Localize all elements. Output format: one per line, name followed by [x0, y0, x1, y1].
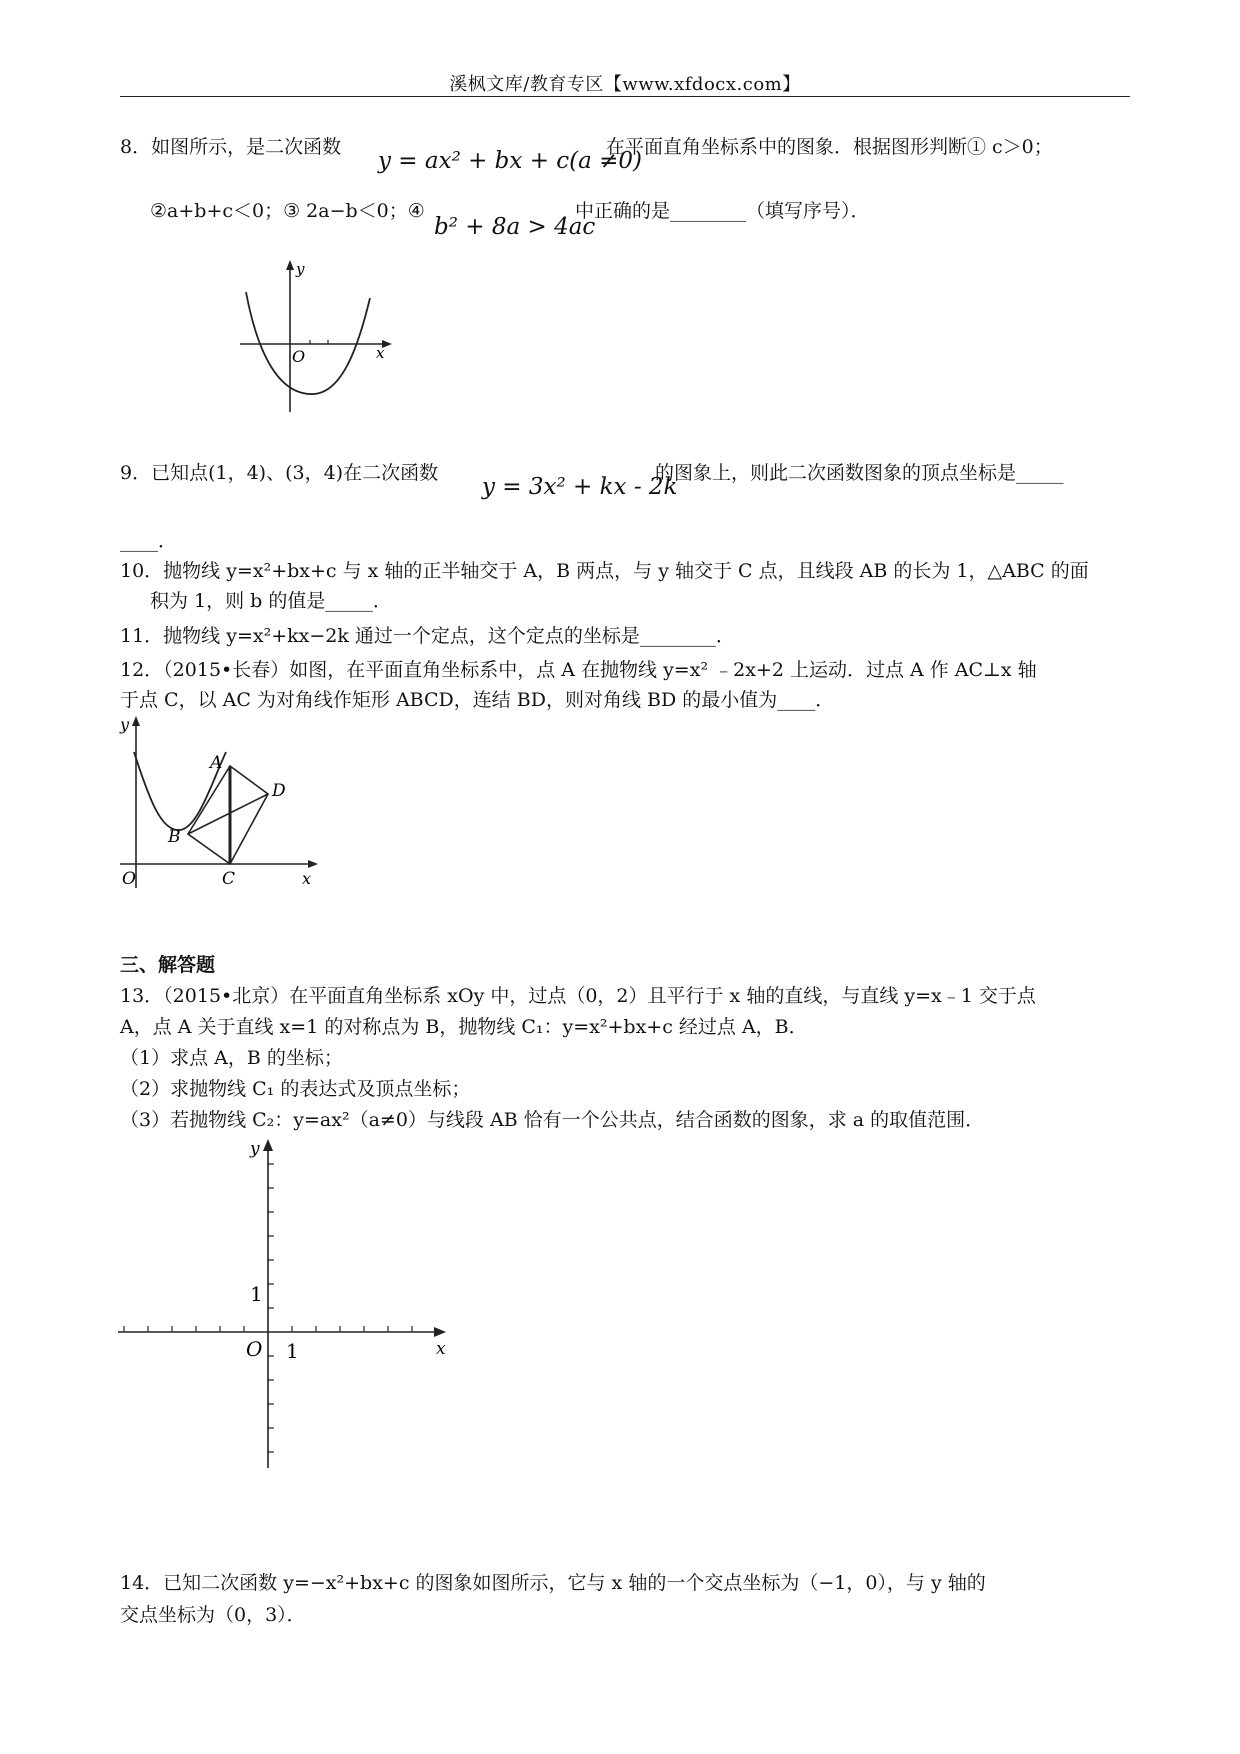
q8-line2-suffix: 中正确的是________（填写序号）． [575, 200, 870, 222]
q12-x-label: x [302, 869, 312, 888]
q13-y-label: y [250, 1139, 260, 1159]
q10-line1: 10．抛物线 y=x²+bx+c 与 x 轴的正半轴交于 A，B 两点，与 y 轴交于 C 点，且线段 AB 的长为 1，△ABC 的面 [120, 560, 1089, 582]
q9-line1-prefix: 9．已知点(1，4)、(3，4)在二次函数 [120, 462, 439, 484]
page-header: 溪枫文库/教育专区【www.xfdocx.com】 [449, 74, 801, 95]
q12-origin-label: O [122, 869, 136, 889]
q8-line1-suffix: 在平面直角坐标系中的图象．根据图形判断① c＞0； [606, 136, 1053, 158]
q13-tick-label-y1: 1 [250, 1282, 263, 1306]
q12-line1: 12．（2015•长春）如图，在平面直角坐标系中，点 A 在抛物线 y=x² ﹣2x+2 上运动．过点 A 作 AC⊥x 轴 [120, 659, 1037, 681]
q13-y-arrow [263, 1139, 273, 1151]
q13-y-ticks [268, 1164, 274, 1452]
section-title: 三、解答题 [120, 954, 216, 976]
q8-line2-prefix: ②a+b+c＜0；③ 2a−b＜0；④ [150, 200, 425, 222]
q13-x-label: x [436, 1339, 446, 1359]
q13-line1: 13．（2015•北京）在平面直角坐标系 xOy 中，过点（0，2）且平行于 x 轴的直线，与直线 y=x﹣1 交于点 [120, 985, 1036, 1007]
q8-line1-prefix: 8．如图所示，是二次函数 [120, 136, 342, 158]
header-rule [120, 96, 1130, 97]
q8-formula: y = ax² + bx + c(a ≠0) [378, 148, 643, 174]
q12-x-arrow [308, 860, 318, 868]
q8-y-label: y [296, 260, 305, 278]
q8-x-label: x [376, 344, 385, 362]
q8-parabola-curve [246, 292, 370, 394]
q12-label-b: B [168, 827, 181, 847]
q12-rectangle-abcd [188, 766, 268, 864]
q12-y-arrow [132, 716, 140, 726]
q14-line1: 14．已知二次函数 y=−x²+bx+c 的图象如图所示，它与 x 轴的一个交点坐标为（−1，0），与 y 轴的 [120, 1572, 986, 1594]
q13-x-arrow [434, 1327, 446, 1337]
q8-y-arrow [286, 260, 294, 270]
q12-label-d: D [272, 781, 286, 801]
q13-part3: （3）若抛物线 C₂：y=ax²（a≠0）与线段 AB 恰有一个公共点，结合函数的图象，求 a 的取值范围． [120, 1109, 985, 1131]
q12-line2: 于点 C，以 AC 为对角线作矩形 ABCD，连结 BD，则对角线 BD 的最小值为____． [120, 689, 835, 711]
q12-y-label: y [120, 715, 130, 734]
q8-parabola-figure [230, 256, 400, 416]
q8-origin-label: O [292, 347, 306, 366]
q12-label-c: C [222, 869, 236, 889]
q13-grid-figure [116, 1136, 456, 1472]
q13-origin-label: O [246, 1337, 263, 1361]
q13-line2: A，点 A 关于直线 x=1 的对称点为 B，抛物线 C₁：y=x²+bx+c 经过点 A，B． [120, 1016, 808, 1038]
q9-line1-suffix: 的图象上，则此二次函数图象的顶点坐标是_____ [655, 462, 1064, 484]
q12-label-a: A [210, 753, 223, 773]
q10-line2: 积为 1，则 b 的值是_____． [150, 590, 392, 612]
q14-line2: 交点坐标为（0，3）． [120, 1604, 306, 1626]
q8-formula2: b² + 8a > 4ac [434, 214, 596, 240]
q9-line2: ____． [120, 530, 178, 552]
q12-rectangle-figure [116, 712, 326, 892]
q11-line1: 11．抛物线 y=x²+kx−2k 通过一个定点，这个定点的坐标是________． [120, 625, 735, 647]
q9-formula: y = 3x² + kx - 2k [482, 474, 678, 500]
q13-part2: （2）求抛物线 C₁ 的表达式及顶点坐标； [120, 1078, 471, 1100]
q13-tick-label-x1: 1 [286, 1339, 299, 1363]
q13-part1: （1）求点 A，B 的坐标； [120, 1047, 343, 1069]
